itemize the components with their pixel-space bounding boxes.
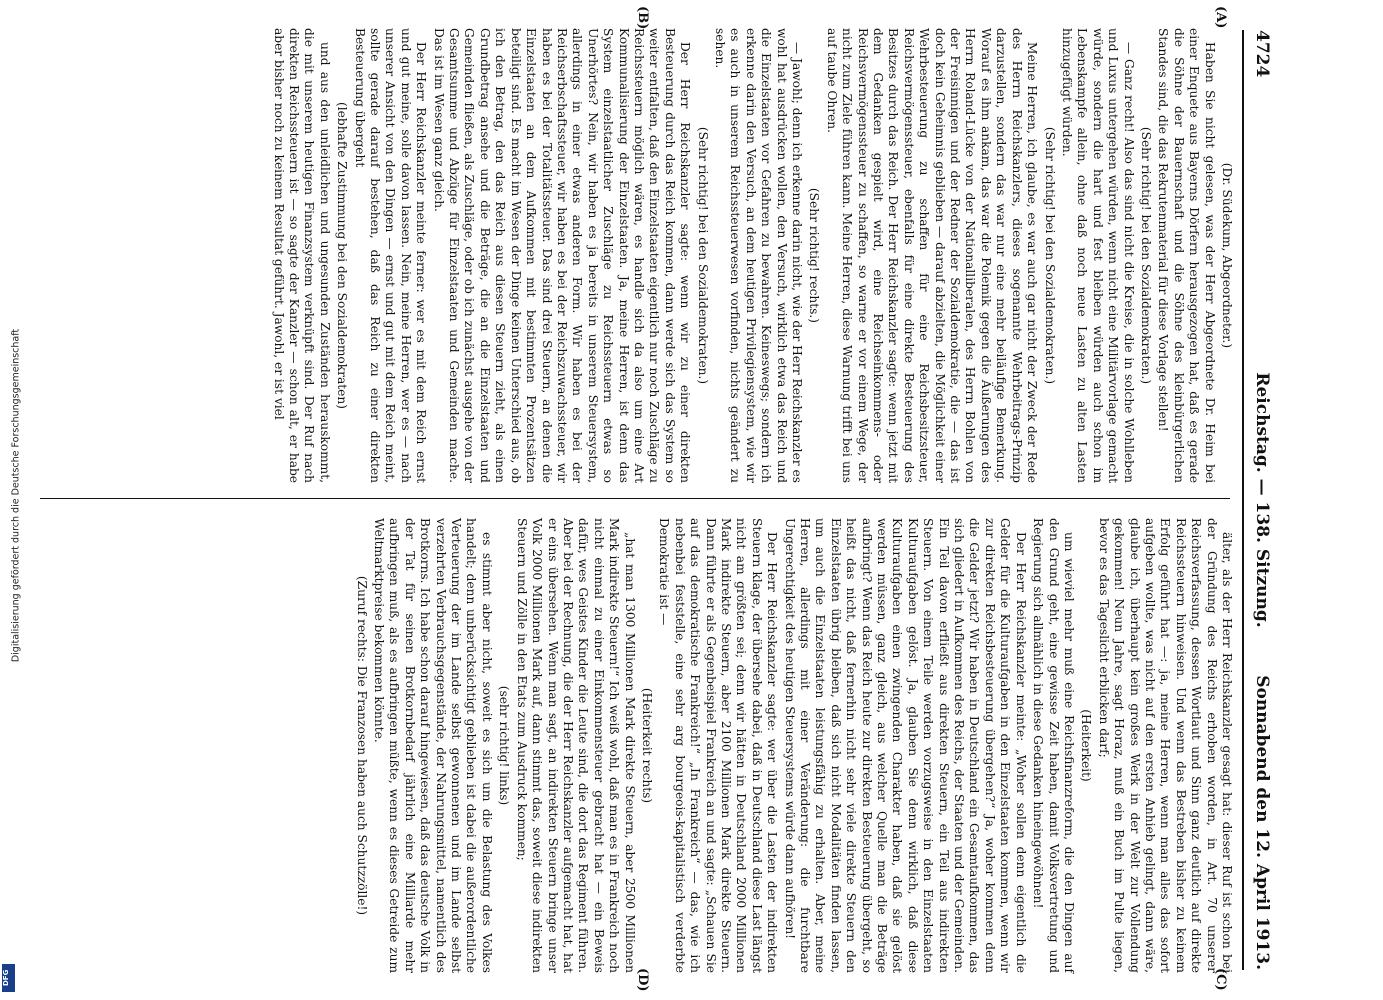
interjection: (lebhafte Zustimmung bei den Sozialdemokraten)	[335, 102, 350, 409]
right-column	[351, 518, 1234, 973]
interjection: (Zuruf rechts: Die Franzosen haben auch Schutzzölle!)	[354, 575, 369, 916]
interjection: (Heiterkeit rechts)	[639, 687, 654, 804]
paragraph: — Jawohl; denn ich erkenne darin nicht, wie der Herr Reichskanzler es wohl hat ausdrücken wollen, den Versuch, wirklich etwa das Reich und die Einzelstaaten vor Gefahren zu bewahren. Keineswegs; sondern ich erkenne darin den Versuch, an dem heutigen Privilegiensystem, wie wir es auch in unserem Reichssteuerwesen vorfinden, nichts geändert zu sehen.	[713, 28, 805, 483]
margin-mark-b: (B)	[635, 6, 650, 30]
page-header	[1242, 30, 1278, 970]
interjection: (Sehr richtig! bei den Sozialdemokraten.)	[695, 126, 710, 385]
speaker-line: (Dr. Südekum, Abgeordneter.)	[1220, 162, 1234, 349]
interjection: (Heiterkeit)	[1079, 709, 1094, 782]
paragraph: Meine Herren, ich glaube, es war auch gar nicht der Zweck der Rede des Herrn Reichskanzlers, dieses sogenannte Wehrbeitrags-Prinzip darzustellen, sondern das war nur eine mehr beiläufige Bemerkung. Worauf es ihm ankam, das war die Polemik gegen die Äußerungen des Herrn Roland-Lücke von der Nationalliberalen, des Herrn Bohlen von der Freisinnigen und der Redner der Sozialdemokratie, die — das ist doch kein Geheimnis geblieben — darauf abzielten, die Möglichkeit einer Wehrbesteuerung zu schaffen für eine Reichsbesitzsteuer, Reichsvermögenssteuer, ebenfalls für eine direkte Besteuerung des Besitzes durch das Reich. Der Herr Reichskanzler sagte: wenn jetzt mit dem Gedanken gespielt wird, eine Reichseinkommens- oder Reichsvermögenssteuer zu schaffen, so warne er vor einem Wege, der nicht zum Ziele führen kann. Meine Herren, diese Warnung trifft bei uns auf taube Ohren.	[824, 28, 1040, 483]
page-number: 4724	[1252, 30, 1272, 78]
margin-mark-a: (A)	[1213, 6, 1228, 29]
interjection: (Sehr richtig! rechts.)	[807, 187, 822, 324]
interjection: (sehr richtig! links)	[497, 685, 512, 806]
interjection: (Sehr richtig! bei den Sozialdemokraten.)	[1042, 126, 1057, 385]
paragraph: Der Herr Reichskanzler sagte: wenn wir zu einer direkten Besteuerung durch das Reich kommen, dann werde sich das System so weiter entfalten, daß den Einzelstaaten eigentlich nur noch Zuschläge zu Reichssteuern möglich wären, es handle sich da also um eine Art Kommunalisierung der Einzelstaaten. Ja, meine Herren, ist denn das System einzelstaatlicher Zuschläge zu Reichssteuern etwas so Unerhörtes? Nein, wir haben es ja bereits in unserem Steuersystem, allerdings in einer etwas anderen Form. Wir haben es bei der Reichserbschaftssteuer, wir haben es bei der Reichszuwachssteuer, wir haben es bei der Totalitätssteuer. Das sind drei Steuern, an denen die Einzelstaaten an dem Aufkommen mit bestimmten Prozentsätzen beteiligt sind. Es macht im Wesen der Dinge keinen Unterschied aus, ob ich den Betrag, den das Reich aus diesen Steuern zieht, als einen Grundbetrag ansehe und die Beträge, die an die Einzelstaaten und Gemeinden fließen, als Zuschläge, oder ob ich zunächst ausgehe von der Gesamtsumme und Abzüge für Einzelstaaten und Gemeinden mache. Das ist im Wesen ganz gleich.	[431, 28, 693, 483]
margin-mark-d: (D)	[635, 968, 650, 992]
column-divider	[40, 498, 1230, 499]
paragraph: es stimmt aber nicht, soweit es sich um die Belastung des Volkes handelt; denn unberücksichtigt geblieben ist dabei die außerordentliche Verteuerung der im Lande selbst gewonnenen und im Lande selbst verzehrten Verbrauchsgegenstände, der Nahrungsmittel, namentlich des Brotkorns. Ich habe schon darauf hingewiesen, daß das deutsche Volk in der Tat für seinen Brotkornbedarf jährlich eine Milliarde mehr aufbringen muß, als es aufbringen müßte, wenn es dieses Getreide zum Weltmarktpreise bekommen könnte.	[372, 518, 494, 973]
credit-text: Digitalisierung gefördert durch die Deutsche Forschungsgemeinschaft	[10, 328, 22, 663]
digitization-credit	[6, 20, 20, 980]
paragraph: Der Herr Reichskanzler sagte: wer über die Lasten der indirekten Steuern klage, der übersehe dabei, daß in Deutschland diese Last längst nicht am größten sei; denn wir hätten in Deutschland 2000 Millionen Mark indirekte Steuern, aber 2100 Millionen Mark direkte Steuern. Dann führte er als Gegenbeispiel Frankreich an und sagte: „Schauen Sie auf das demokratische Frankreich!“ „In Frankreich“ — das, wie ich nebenbei feststelle, eine sehr arg bourgeois-kapitalistisch verderbte Demokratie ist —	[657, 518, 780, 973]
paragraph: Der Herr Reichskanzler meinte: „Woher sollen denn eigentlich die Gelder für die Kulturaufgaben in den Einzelstaaten kommen, wenn wir zur direkten Reichsbesteuerung übergehen?“ Ja, woher kommen denn die Gelder jetzt? Wir haben in Deutschland ein Gesamtaufkommen, das sich gliedert in Aufkommen des Reichs, der Staaten und der Gemeinden. Ein Teil davon erfließt aus direkten Steuern, ein Teil aus indirekten Steuern. Von einem Teile werden vorzugsweise in den Einzelstaaten Kulturaufgaben gelöst. Ja, glauben Sie denn wirklich, daß diese Kulturaufgaben einen zwingenden Charakter haben, daß sie gelöst werden müssen, ganz gleich, aus welcher Quelle man die Beträge aufbringt? Wenn das Reich heute zur direkten Besteuerung übergeht, so heißt das nicht, daß fernerhin nicht sehr viele direkte Steuern den Einzelstaaten übrig bleiben, daß sich nicht Modalitäten finden lassen, um auch die Einzelstaaten leistungsfähig zu erhalten. Aber, meine Herren, allerdings mit einer Veränderung: die furchtbare Ungerechtigkeit des heutigen Steuersystems würde dann aufhören!	[782, 518, 1028, 973]
paragraph: älter, als der Herr Reichskanzler gesagt hat: dieser Ruf ist schon bei der Gründung des Reichs erhoben worden, in Art. 70 unserer Reichsverfassung, dessen Wortlaut und Sinn ganz deutlich auf direkte Reichssteuern hinweisen. Und wenn das Bestreben bisher zu keinem Erfolg geführt hat —: ja, meine Herren, wenn man alles das sofort aufgeben wollte, was nicht auf den ersten Anhieb gelingt, dann wäre, glaube ich, überhaupt kein großes Werk in der Welt zur Vollendung gekommen! Neun Jahre, sagt Horaz, muß ein Buch im Pulte liegen, bevor es das Tageslicht erblicken darf;	[1096, 518, 1234, 973]
paragraph: Der Herr Reichskanzler meinte ferner: wer es mit dem Reich ernst und gut meine, solle davon lassen. Nein, meine Herren, wer es — nach unserer Ansicht von den Dingen — ernst und gut mit dem Reich meint, sollte gerade darauf bestehen, daß das Reich zu einer direkten Besteuerung übergeht	[352, 28, 429, 483]
paragraph: Haben Sie nicht gelesen, was der Herr Abgeordnete Dr. Heim bei einer Enquete aus Bayerns Dörfern herausgezogen hat, daß es gerade die Söhne der Bauernschaft und die Söhne des kleinbürgerlichen Standes sind, die das Rekrutenmaterial für diese Vorlage stellen!	[1156, 28, 1217, 483]
paragraph: um wieviel mehr muß eine Reichsfinanzreform, die den Dingen auf den Grund geht, eine gewisse Zeit haben, damit Volksvertretung und Regierung sich allmählich in diese Gedanken hineingewöhnen!	[1031, 518, 1076, 973]
left-column	[268, 28, 1234, 483]
session-date: Sonnabend den 12. April 1913.	[1252, 675, 1272, 970]
margin-mark-c: (C)	[1213, 968, 1228, 991]
page-title: Reichstag. — 138. Sitzung.	[1252, 372, 1272, 628]
paragraph: und aus den unleidlichen und ungesunden Zuständen herauskommt, die mit unserem heutigen Finanzsystem verknüpft sind. Der Ruf nach direkten Reichssteuern ist — so sagte der Kanzler — schon alt, er habe aber bisher noch zu keinem Resultat geführt. Jawohl, er ist viel	[271, 28, 332, 483]
paragraph: — Ganz recht! Also das sind nicht die Kreise, die in solche Wohlleben und Luxus untergehen würden, wenn nicht eine Militärvorlage gemacht würde, sondern die hart und fest bleiben würden auch schon im Lebenskampfe allein, ohne daß noch neue Lasten zu alten Lasten hinzugefügt würden.	[1059, 28, 1136, 483]
dfg-logo: DFG	[2, 964, 15, 992]
paragraph: „hat man 1300 Millionen Mark direkte Steuern, aber 2500 Millionen Mark indirekte Steuern!“ Ich weiß wohl, daß man es in Frankreich noch nicht einmal zu einer Einkommensteuer gebracht hat — ein Beweis dafür, wes Geistes Kinder die Leute sind, die dort das Regiment führen. Aber bei der Rechnung, die der Herr Reichskanzler aufgemacht hat, hat er eins übersehen. Wenn man sagt, an indirekten Steuern bringe unser Volk 2000 Millionen Mark auf, dann stimmt das, soweit diese indirekten Steuern und Zölle in den Etats zum Ausdruck kommen;	[514, 518, 637, 973]
interjection: (Sehr richtig! bei den Sozialdemokraten.)	[1138, 126, 1153, 385]
